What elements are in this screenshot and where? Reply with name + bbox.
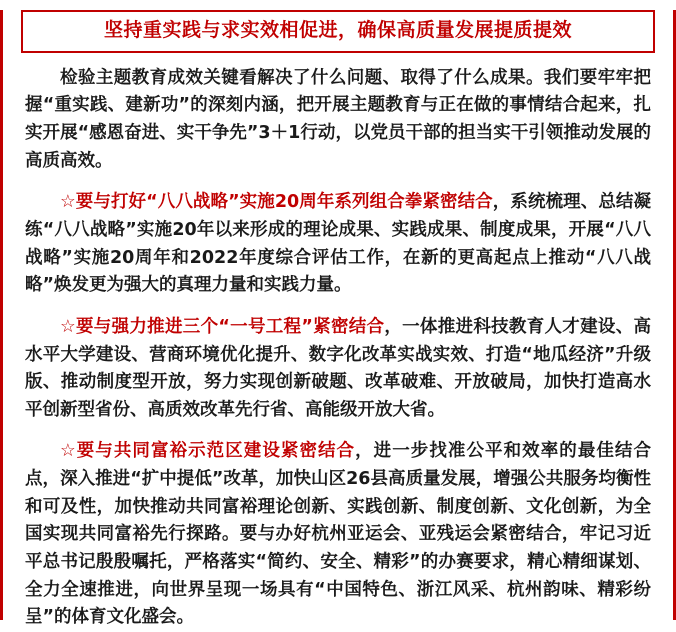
paragraph-lead-projects: 要与强力推进三个“一号工程”紧密结合 <box>76 316 385 337</box>
document-body <box>3 53 673 632</box>
paragraph-text-intro: 检验主题教育成效关键看解决了什么问题、取得了什么成果。我们要牢牢把握“重实践、建新功”的深刻内涵，把开展主题教育与正在做的事情结合起来，扎实开展“感恩奋进、实干争先”3＋1行动，以党员干部的担当实干引领推动发展的高质高效。 <box>25 67 651 171</box>
paragraph-baba-strategy <box>25 189 651 300</box>
document-page <box>0 10 676 628</box>
paragraph-text-projects: ，一体推进科技教育人才建设、高水平大学建设、营商环境优化提升、数字化改革实战实效、打造“地瓜经济”升级版、推动制度型开放，努力实现创新破题、改革破难、开放破局，加快打造高水平创新型省份、高质效改革先行省、高能级开放大省。 <box>25 316 651 420</box>
page-title: 坚持重实践与求实效相促进，确保高质量发展提质提效 <box>103 19 572 41</box>
paragraph-common-prosperity <box>25 438 651 631</box>
paragraph-lead-baba: 要与打好“八八战略”实施20周年系列组合拳紧密结合 <box>75 192 493 213</box>
star-marker-baba: ☆ <box>60 192 76 213</box>
paragraph-lead-prosperity: 要与共同富裕示范区建设紧密结合 <box>76 441 356 462</box>
star-marker-prosperity: ☆ <box>60 441 77 462</box>
paragraph-text-baba: ，系统梳理、总结凝练“八八战略”实施20年以来形成的理论成果、实践成果、制度成果，开展“八八战略”实施20周年和2022年度综合评估工作，在新的更高起点上推动“八八战略”焕发更为强大的真理力量和实践力量。 <box>25 192 651 296</box>
paragraph-three-no1-projects <box>25 314 651 425</box>
title-box <box>21 10 655 53</box>
star-marker-projects: ☆ <box>60 316 76 337</box>
paragraph-intro <box>25 65 651 176</box>
paragraph-text-prosperity: ，进一步找准公平和效率的最佳结合点，深入推进“扩中提低”改革，加快山区26县高质量发展，增强公共服务均衡性和可及性，加快推动共同富裕理论创新、实践创新、制度创新、文化创新，为全国实现共同富裕先行探路。要与办好杭州亚运会、亚残运会紧密结合，牢记习近平总书记殷殷嘱托，严格落实“简约、安全、精彩”的办赛要求，精心精细谋划、全力全速推进，向世界呈现一场具有“中国特色、浙江风采、杭州韵味、精彩纷呈”的体育文化盛会。 <box>25 441 651 628</box>
